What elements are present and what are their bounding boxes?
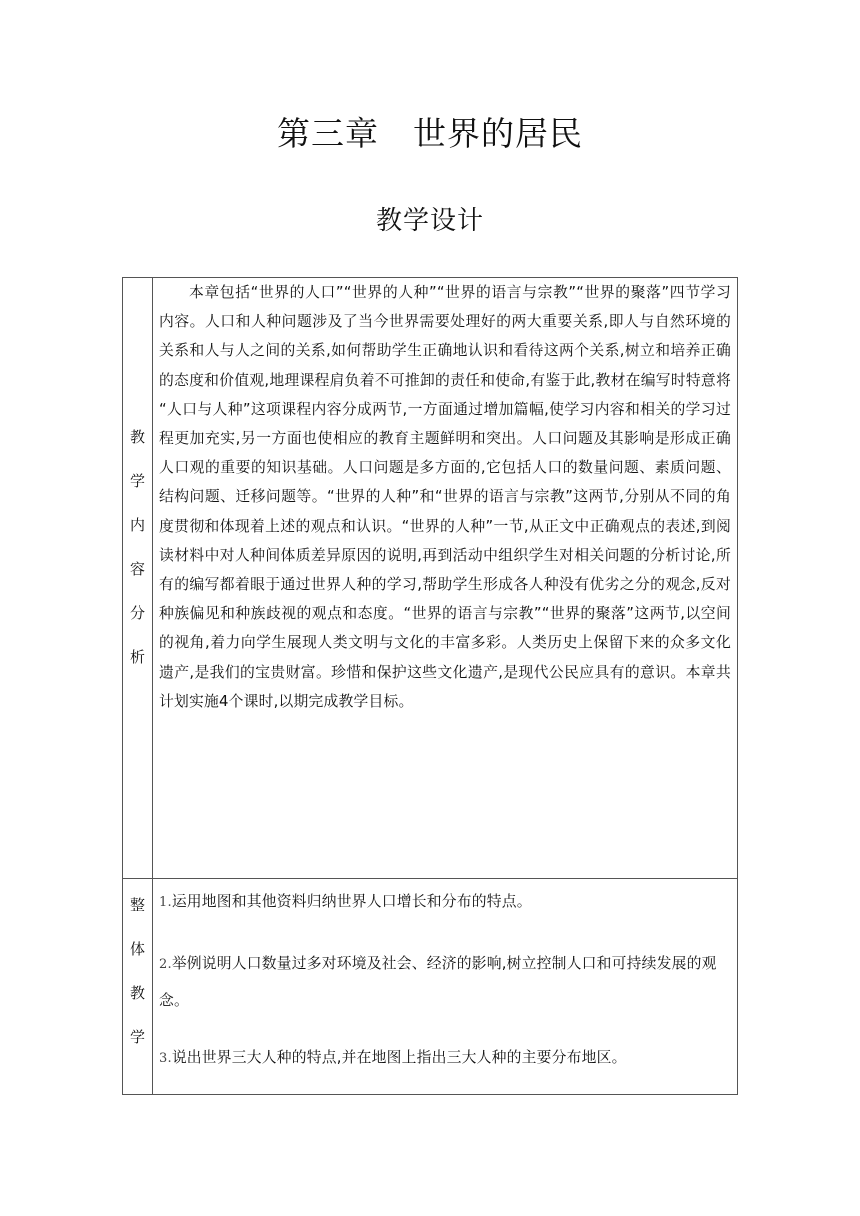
overall-goals-row (123, 878, 737, 1094)
label-char: 教 (129, 428, 145, 446)
goal-item (159, 946, 731, 1019)
document-subtitle: 教学设计 (375, 206, 484, 236)
goal-number: 1. (159, 895, 172, 910)
lesson-design-table (122, 277, 738, 1095)
content-analysis-cell (153, 278, 737, 878)
label-char: 整 (129, 896, 145, 914)
label-char: 学 (129, 472, 145, 490)
overall-goals-cell (153, 879, 737, 1094)
label-char: 容 (129, 560, 145, 578)
content-analysis-text: 本章包括“世界的人口”“世界的人种”“世界的语言与宗教”“世界的聚落”四节学习内容。人口和人种问题涉及了当今世界需要处理好的两大重要关系,即人与自然环境的关系和人与人之间的关系,如何帮助学生正确地认识和看待这两个关系,树立和培养正确的态度和价值观,地理课程肩负着不可推卸的责任和使命,有鉴于此,教材在编写时特意将 “人口与人种”这项课程内容分成两节,一方面通过增加篇幅,使学习内容和相关的学习过程更加充实,另一方面也使相应的教育主题鲜明和突出。人口问题及其影响是形成正确人口观的重要的知识基础。人口问题是多方面的,它包括人口的数量问题、素质问题、结构问题、迁移问题等。“世界的人种”和“世界的语言与宗教”这两节,分别从不同的角度贯彻和体现着上述的观点和认识。“世界的人种”一节,从正文中正确观点的表述,到阅读材料中对人种间体质差异原因的说明,再到活动中组织学生对相关问题的分析讨论,所有的编写都着眼于通过世界人种的学习,帮助学生形成各人种没有优劣之分的观念,反对种族偏见和种族歧视的观点和态度。“世界的语言与宗教”“世界的聚落”这两节,以空间的视角,着力向学生展现人类文明与文化的丰富多彩。人类历史上保留下来的众多文化遗产,是我们的宝贵财富。珍惜和保护这些文化遗产,是现代公民应具有的意识。本章共计划实施4个课时,以期完成教学目标。 (159, 284, 731, 710)
goal-text: 运用地图和其他资料归纳世界人口增长和分布的特点。 (171, 893, 532, 910)
content-analysis-row (123, 278, 737, 878)
goal-text: 举例说明人口数量过多对环境及社会、经济的影响,树立控制人口和可持续发展的观念。 (159, 955, 717, 1009)
label-char: 内 (129, 516, 145, 534)
goal-text: 说出世界三大人种的特点,并在地图上指出三大人种的主要分布地区。 (171, 1049, 627, 1066)
overall-goals-label (123, 879, 153, 1094)
label-char: 学 (129, 1028, 145, 1046)
goal-number: 2. (159, 957, 172, 972)
label-char: 析 (129, 648, 145, 666)
content-analysis-label (123, 278, 153, 878)
goal-number: 3. (159, 1051, 172, 1066)
label-char: 教 (129, 984, 145, 1002)
goal-item (159, 1040, 731, 1077)
goal-item (159, 884, 731, 921)
label-char: 体 (129, 940, 145, 958)
label-char: 分 (129, 604, 145, 622)
chapter-title: 第三章 世界的居民 (277, 114, 583, 153)
